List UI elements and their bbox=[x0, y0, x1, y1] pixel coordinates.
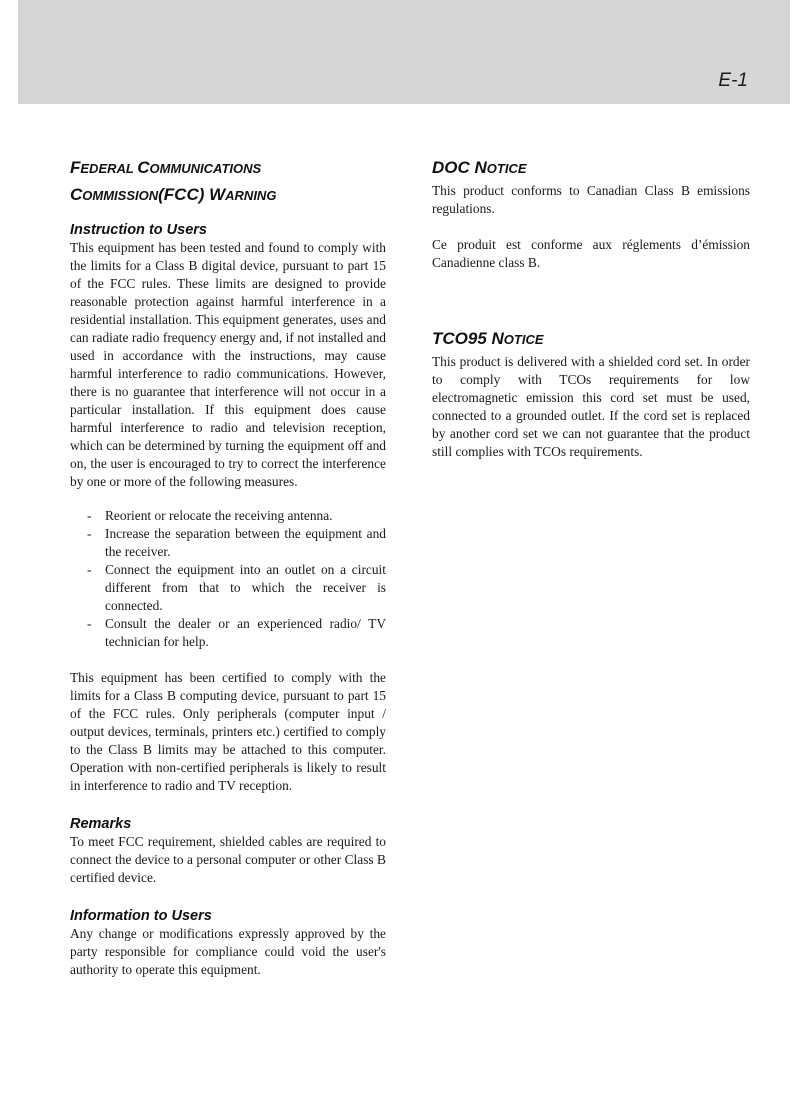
fcc-title-part: OMMUNICATIONS bbox=[149, 161, 262, 176]
instruction-heading: Instruction to Users bbox=[70, 222, 207, 238]
list-item bbox=[70, 507, 386, 525]
measures-list bbox=[70, 507, 386, 651]
fcc-title-part: F bbox=[70, 158, 81, 177]
fcc-title-part: ARNING bbox=[225, 188, 277, 203]
bullet-dash: - bbox=[87, 508, 92, 523]
instruction-text: This equipment has been tested and found to comply with the limits for a Class B digital device, pursuant to part 15 of the FCC rules. These limits are designed to provide reasonable protection against harmful interference in a residential installation. This equipment generates, uses and can radiate radio frequency energy and, if not installed and used in accordance with the instructions, may cause harmful interference to radio communications. However, there is no guarantee that interference will not occur in a particular installation. If this equipment does cause harmful interference to radio and television reception, which can be determined by turning the equipment off and on, the user is encouraged to try to correct the interference by one or more of the following measures. bbox=[70, 240, 386, 489]
fcc-title-part: (FCC) bbox=[158, 185, 210, 204]
info-heading: Information to Users bbox=[70, 908, 212, 924]
list-item-text: Connect the equipment into an outlet on a circuit different from that to which the receiver is connected. bbox=[105, 562, 386, 613]
doc-title bbox=[432, 155, 750, 182]
remarks-heading: Remarks bbox=[70, 816, 132, 832]
doc-text-fr: Ce produit est conforme aux réglements d’émission Canadienne class B. bbox=[432, 237, 750, 270]
page-number: E-1 bbox=[718, 70, 748, 91]
header-band bbox=[18, 0, 790, 104]
doc-title-part: OTICE bbox=[486, 161, 527, 176]
tco-title-part: TCO95 N bbox=[432, 329, 504, 348]
right-column bbox=[432, 155, 750, 461]
list-item-text: Reorient or relocate the receiving antenna. bbox=[105, 508, 333, 523]
fcc-title-part: C bbox=[137, 158, 150, 177]
certified-text: This equipment has been certified to comply with the limits for a Class B computing device, pursuant to part 15 of the FCC rules. Only peripherals (computer input / output devices, terminals, printers etc.) certified to comply to the Class B limits may be attached to this computer. Operation with non-certified peripherals is likely to result in interference to radio and TV reception. bbox=[70, 670, 386, 793]
tco-text: This product is delivered with a shielded cord set. In order to comply with TCOs requirements for low electromagnetic emission this cord set must be used, connected to a grounded outlet. If the cord set is replaced by another cord set we can not guarantee that the product still complies with TCOs requirements. bbox=[432, 354, 750, 459]
list-item-text: Increase the separation between the equipment and the receiver. bbox=[105, 526, 386, 559]
fcc-title-part: EDERAL bbox=[80, 161, 138, 176]
info-text: Any change or modifications expressly approved by the party responsible for compliance could void the user's authority to operate this equipment. bbox=[70, 926, 386, 977]
fcc-title bbox=[70, 155, 386, 209]
list-item bbox=[70, 525, 386, 561]
remarks-text: To meet FCC requirement, shielded cables are required to connect the device to a personal computer or other Class B certified device. bbox=[70, 834, 386, 885]
fcc-title-part: C bbox=[70, 185, 83, 204]
tco-title-part: OTICE bbox=[503, 332, 544, 347]
list-item-text: Consult the dealer or an experienced radio/ TV technician for help. bbox=[105, 616, 386, 649]
fcc-title-line1 bbox=[70, 158, 261, 177]
bullet-dash: - bbox=[87, 616, 92, 631]
tco-title bbox=[432, 326, 750, 353]
fcc-title-part: W bbox=[209, 185, 226, 204]
list-item bbox=[70, 615, 386, 651]
doc-title-part: DOC N bbox=[432, 158, 487, 177]
list-item bbox=[70, 561, 386, 615]
bullet-dash: - bbox=[87, 526, 92, 541]
left-column bbox=[70, 155, 386, 979]
doc-text-en: This product conforms to Canadian Class B emissions regulations. bbox=[432, 183, 750, 216]
fcc-title-part: OMMISSION bbox=[82, 188, 159, 203]
bullet-dash: - bbox=[87, 562, 92, 577]
fcc-title-line2 bbox=[70, 185, 276, 204]
